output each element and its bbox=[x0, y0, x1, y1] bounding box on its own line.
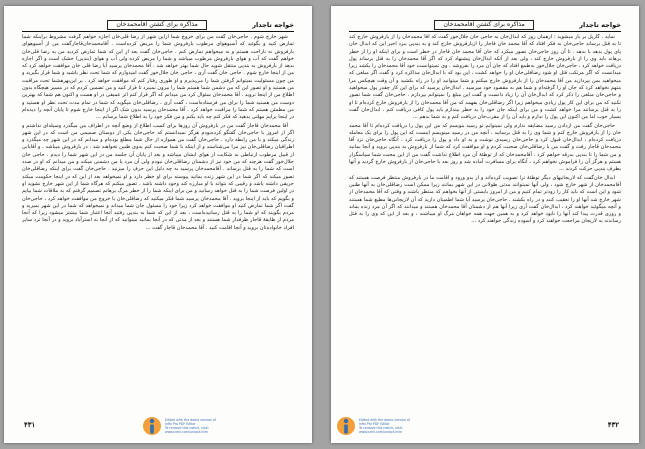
paragraph: شهر خارج شوم . حاجی‌خان گفت من برای خروج شما ازاین شهر از رضا قلی‌خان اجازه خواهم گرفت مشروط براینکه شما تمارض کنید و بگوئید که آسیوهوای مرطوب بارفروش شما را مریض کرده‌است . آقامحمدخان‌قاجارگفت من از آسیوهوای بارفروش نه ناراحت هستم و نه میخواهم تمارض کنم . حاجی‌خان گفت بعد از این که شما تمارض کردید من به رضا قلی‌خان خواهم گفت که آب و هوای بارفروش مرطوب میباشد و شما را مریض کرده ولی آب و هوای (بندپی) خشک است و اگر اجازه بدهد از بارفروش به بندپی منتقل شوید حال شما بهتر خواهد شد . آقا محمدخان پرسید آیا رضا قلی خان موافقت خواهد کرد که من از اینجا خارج شوم . حاجی خان گفت آری ، حاجی خان جلال‌خور گفت امیدوارم که شما تحت نظر باشید و شما قرار بگیرید و من چون مسئولیت نمیتوانم گرفتن شما را می‌پذیرم و او طوری رفتار کنم که موافقت خواهد کرد . بر این‌بهرهشما تحت مراقبت من هستید و او تصور این که من دشمن شما هستم شما را بیرون نمیبرد تا فرار کنید و من تضمین کردم که در مسیر هیچگاه بدون اطلاع من از اینجا نروید . آقا محمدخان سئوال کرد من میدانم که اگر فرار کنم اثر عمیقی در او هست و اکنون هم شما که بهترین دوست من هستید شما را برای من فرستاده‌است ، گفت آری ، رضاقلی‌خان میگوید که شما در تمام مدت تحت نظر او هستید و من مطمئن هستم که شما را مراقبت خواهد کرد . آقا محمدخان پرسید بدون شک اگر از اینجا خارج شوم تا پایان آنچه را دیده‌ام در اینجا برایم مهلتی بدهید که فکر کنم چه باید بکنم و من فکر خود را به اطلاع شما برسانم ... bbox=[22, 34, 294, 121]
watermark-line: Infix Pro PDF Editor bbox=[165, 422, 196, 426]
infix-logo-icon bbox=[142, 415, 162, 437]
page-content bbox=[349, 20, 621, 413]
watermark-line: To remove this notice, visit: bbox=[165, 426, 209, 430]
watermark-line: Edited with the demo version of bbox=[359, 418, 411, 422]
page-number: ۴۳۱ bbox=[24, 420, 36, 429]
watermark-line: Infix Pro PDF Editor bbox=[359, 422, 390, 426]
header-rule bbox=[22, 31, 294, 32]
paragraph: ابدال خان‌گفت که لاریجانیهای دیگر توطئهٔ ترا تصویب کرده‌اند و از بدو ورود و اقامت ما در بارفروش منتظر فرصت هستند که آقامحمدخان از شهر خارج شود ، ولی آنها نمیتوانند مدتی طولانی در این شهر بمانند زیرا ممکن است رضاقلی‌خان به آنها ظنین شود و این است که باید کار را زودتر تمام کنیم و من از امروز بایستی از آنها بخواهم که منتظر باشند و وقتی که آقا محمدخان از شهر خارج شد آنها او را تعقیب کنند و در راه بکشند . حاجی‌خان پرسید آیا شما اطمینان دارید که آن لاریجانی‌ها مطیع شما هستند و آنچه میگوئید خواهند کرد ، ابدال‌خان گفت آری زیرا آنها هم از دشمنان آقا محمدخان هستند و میدانند که اگر آن مرد زنده بماند و روزی قدرت پیدا کند آنها را نابود خواهد کرد و به همین جهت همه خواهان مرگ او میباشند ، و بعد از این که وی را به قتل رساندند به لاریجان مراجعت خواهند کرد و آسوده زندگی خواهند کرد ... bbox=[349, 174, 621, 225]
watermark-line: www.iceni.com/unlock.htm bbox=[165, 430, 208, 434]
paragraph: آقا محمدخان قاجار گفت من در بارفروش آن روزها برای کسب اطلاع از وضع آنچه در اطراف من میگذرد وسیله‌ای نداشتم و اگر از امروز با حاجی‌خان گفتگو کرده‌بودم هرگز نمیدانستم که حاجی‌خان یکی از دوستان صمیمی من است که در این شهر زندگی میکند و با من رابطه دارد . حاجی‌خان گفت من همواره از حال شما مطلع بوده‌ام و میدانم که در این شهر چه میگذرد و اطرافیان رضاقلی‌خان نیز مرا می‌شناسند و از اینکه با شما صحبت کنم به‌وی ظنین نخواهند شد . در بارفروش میباشد ، و آقایانی از قبیل مرطوب ارتباطی به شکایت از هوای ایشان میباشد و بعد از پایان آن جلسه من در این شهر شما را دیدم . حاجی خان جلال‌خور گفت هرچند که من خود نیز از دشمنان رضاقلی‌خان نبودم ولی آن مرد با من دشمنی میکند و من میدانم که او در صدد است که شما را به قتل برساند . آقامحمدخان پرسید به چه دلیل این حرف را میزنید . حاجی‌خان گفت برای اینکه رضاقلی‌خان تصور میکند که اگر شما در این شهر زنده بمانید پیوسته برای او خطر دارد و او نمیخواهد بعد از این که در اینجا حکومت میکند حریفی داشته باشد و رقیبی که بتواند با او مبارزه کند وجود داشته باشد . تصور میکنم که هرگاه شما از این شهر خارج نشوید او در اولین فرصت شما را به قتل خواهد رسانید و من برای اینکه شما را از خطر مرگ برهانم تصمیم گرفتم که به ملاقات شما بیایم و بگویم که باید از اینجا بروید . آقا محمدخان پرسید شما فکر میکنید که رضاقلی‌خان با خروج من موافقت خواهد کرد ، حاجی‌خان گفت اگر شما تمارض کنید او موافقت خواهد کرد زیرا خود را مسئول جان شما میداند و نمیخواهد که شما در این شهر بمیرید و مردم بگویند که او شما را به قتل رسانیده‌است ، بعد از این که شما به بندپی رفتید آنجا اعتبار شما بیشتر میشود زیرا که آنجا مردم از طایفهٔ قاجار طرفدار شما هستند و بعد از مدتی که در آنجا بمانید میتوانید که از آنجا به استرآباد بروید و در آنجا نزد سایر افراد خانواده‌تان بروید و آنجا اقامت کنید . آقا محمدخان قاجار گفت ... bbox=[22, 122, 294, 231]
infix-logo-icon bbox=[336, 415, 356, 437]
paragraph: نماید . گاریل بر بار میشوید : ازهمان روز که ابدال‌خان به حاجی خان جلال‌خور گفت که آقا محمدخان را از بارفروش خارج کند تا به قتل برساند حاجی‌خان به فکر افتاد که آقا محمد خان قاجار را ازبارفروش خارج کند و به بندپی ببرد اخیر این که ابدال خان پای پول بدهد با بدهد . تا آن روز حاجی‌خان تصور میکرد که جان آقا محمد خان قاجار در خطر است و برای اینکه او را از خطر برهاند باید وی را از بارفروش خارج کند ، ولی بعد از آنکه ابدال‌خان پیشنهاد کرد که اگر آقا محمدخان را به قتل برساند پول دریافت خواهد کرد ، حاجی‌خان جلال‌خور به‌طمع افتاد که جان آن مرد را بفروشد . وی نمیتوانست خود آقا محمدخان را بکشد زیرا میدانست که اگر مرتکب قتل او شود رضاقلی‌خان او را خواهد کشت ، این بود که با ابدال‌خان مذاکره کرد و گفت اگر مبلغی که میخواهید بمن بپردازید من آقا محمدخان را از بارفروش خارج میکنم و شما میتوانید او را در راه بکشید و آن وقت هیچکس مرا متهم نخواهد کرد که جان او را گرفته‌ام و شما هم به مقصود خود میرسید . ابدال‌خان پرسید که برای این کار چقدر پول میخواهید و حاجی‌خان مبلغی را ذکر کرد که ابدال‌خان آن را زیاد دانست و گفت این مبلغ را نمیتوانم بپردازم . حاجی‌خان گفت شما تصور نکنید که من برای این کار پول زیادی میخواهم زیرا اگر رضاقلی‌خان بفهمد که من آقا محمدخان را از بارفروش خارج کرده‌ام تا او را به قتل برسانند مرا خواهد کشت و من برای اینکه جان خود را به خطر بیندازم باید پول کافی دریافت کنم . ابدال‌خان گفت بسیار خوب اما من اکنون این پول را ندارم و باید آن را از مقرب‌خان دریافت کنم و به شما بدهم ... bbox=[349, 34, 621, 121]
running-head-book-title: خواجه تاجدار bbox=[579, 20, 621, 29]
paragraph: حاجی‌خان گفت من ازدادن رسید مضایقه ندارم ولی نمیتوانم تو رسید بنویسم که من این پول را دریافت کرده‌ام تا آقا محمد خان را از بارفروش خارج کنم و شما وی را به قتل برسانید ، آنچه من در رسید مینویسم اینست که این پول را برای یک معامله دریافت کرده‌ام ، ابدال‌خان قبول کرد و حاجی‌خان رسیدی نوشت و به او داد و پول را دریافت کرد . آنگاه حاجی‌خان نزد آقا محمدخان قاجار رفت و گفت من با رضاقلی‌خان صحبت کردم و او موافقت کرد که شما از بارفروش به بندپی بروید و آنجا بمانید و من شما را تا بندپی بدرقه خواهم کرد . آقامحمدخان که از توطئهٔ آن مرد اطلاع نداشت گفت من از این محبت شما سپاسگزار هستم و هرگز آن را فراموش نخواهم کرد ، آنگاه برای مسافرت آماده شد و روز بعد با حاجی‌خان از بارفروش خارج گردید و آنها بطرف بندپی حرکت کردند ... bbox=[349, 122, 621, 173]
watermark-line: To remove this notice, visit: bbox=[359, 426, 403, 430]
page-431 bbox=[4, 6, 312, 443]
page-432 bbox=[331, 6, 639, 443]
running-head bbox=[349, 20, 621, 29]
running-head-chapter-title: مذاکره برای کشتن آقامحمدخان bbox=[107, 20, 206, 30]
infix-watermark bbox=[336, 415, 410, 437]
watermark-line: www.iceni.com/unlock.htm bbox=[359, 430, 402, 434]
infix-watermark bbox=[142, 415, 216, 437]
page-content bbox=[22, 20, 294, 413]
running-head-chapter-title: مذاکره برای کشتن آقامحمدخان bbox=[434, 20, 533, 30]
header-rule bbox=[349, 31, 621, 32]
running-head bbox=[22, 20, 294, 29]
body-text bbox=[22, 34, 294, 406]
watermark-line: Edited with the demo version of bbox=[165, 418, 217, 422]
page-number: ۴۳۲ bbox=[607, 420, 619, 429]
body-text bbox=[349, 34, 621, 406]
running-head-book-title: خواجه تاجدار bbox=[252, 20, 294, 29]
